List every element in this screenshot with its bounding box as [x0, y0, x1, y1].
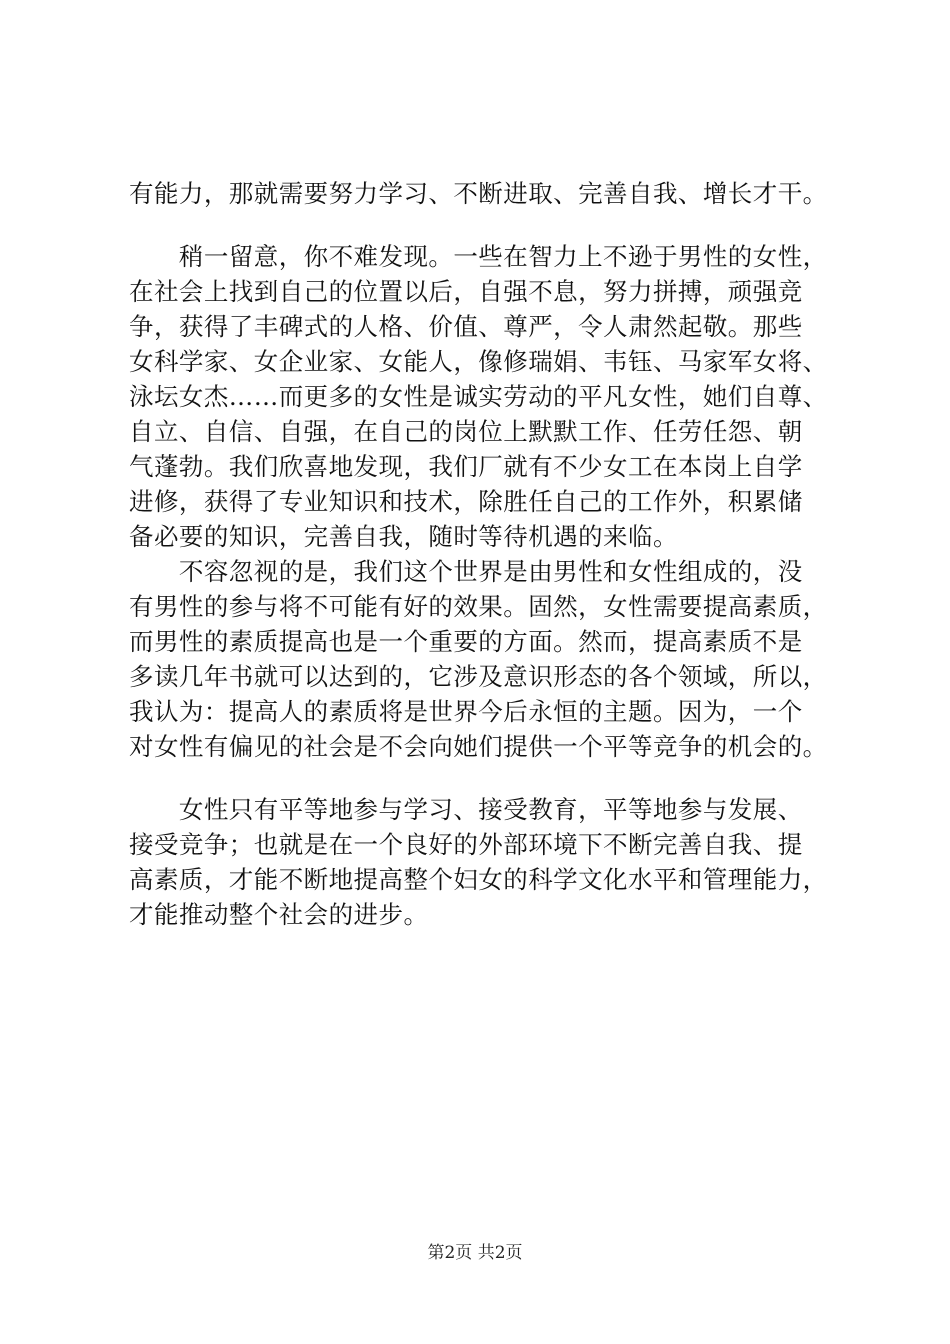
text-line: 女科学家、女企业家、女能人，像修瑞娟、韦钰、马家军女将、	[129, 347, 828, 376]
text-line: 争，获得了丰碑式的人格、价值、尊严，令人肃然起敬。那些	[129, 312, 803, 341]
text-line: 进修，获得了专业知识和技术，除胜任自己的工作外，积累储	[129, 487, 803, 516]
paragraph-2	[129, 239, 849, 554]
page-number: 第2页 共2页	[427, 1243, 523, 1263]
text-line: 女性只有平等地参与学习、接受教育，平等地参与发展、	[129, 795, 803, 824]
text-line: 对女性有偏见的社会是不会向她们提供一个平等竞争的机会的。	[129, 732, 828, 761]
paragraph-4	[129, 792, 849, 932]
text-line: 不容忽视的是，我们这个世界是由男性和女性组成的，没	[129, 557, 803, 586]
text-line: 稍一留意，你不难发现。一些在智力上不逊于男性的女性，	[129, 242, 828, 271]
text-line: 有能力，那就需要努力学习、不断进取、完善自我、增长才干。	[129, 179, 828, 208]
text-line: 泳坛女杰……而更多的女性是诚实劳动的平凡女性，她们自尊、	[129, 382, 828, 411]
paragraph-1	[129, 176, 849, 211]
text-line: 有男性的参与将不可能有好的效果。固然，女性需要提高素质，	[129, 592, 828, 621]
text-line: 自立、自信、自强，在自己的岗位上默默工作、任劳任怨、朝	[129, 417, 803, 446]
document-body	[129, 176, 849, 932]
text-line: 备必要的知识，完善自我，随时等待机遇的来临。	[129, 522, 678, 551]
paragraph-3	[129, 554, 849, 764]
paragraph-spacer	[129, 211, 849, 239]
text-line: 高素质，才能不断地提高整个妇女的科学文化水平和管理能力，	[129, 865, 828, 894]
text-line: 而男性的素质提高也是一个重要的方面。然而，提高素质不是	[129, 627, 803, 656]
page-footer	[0, 1242, 950, 1264]
text-line: 我认为：提高人的素质将是世界今后永恒的主题。因为，一个	[129, 697, 803, 726]
text-line: 才能推动整个社会的进步。	[129, 900, 429, 929]
text-line: 在社会上找到自己的位置以后，自强不息，努力拼搏，顽强竞	[129, 277, 803, 306]
text-line: 接受竞争；也就是在一个良好的外部环境下不断完善自我、提	[129, 830, 803, 859]
text-line: 多读几年书就可以达到的，它涉及意识形态的各个领域，所以，	[129, 662, 828, 691]
paragraph-spacer	[129, 764, 849, 792]
text-line: 气蓬勃。我们欣喜地发现，我们厂就有不少女工在本岗上自学	[129, 452, 803, 481]
